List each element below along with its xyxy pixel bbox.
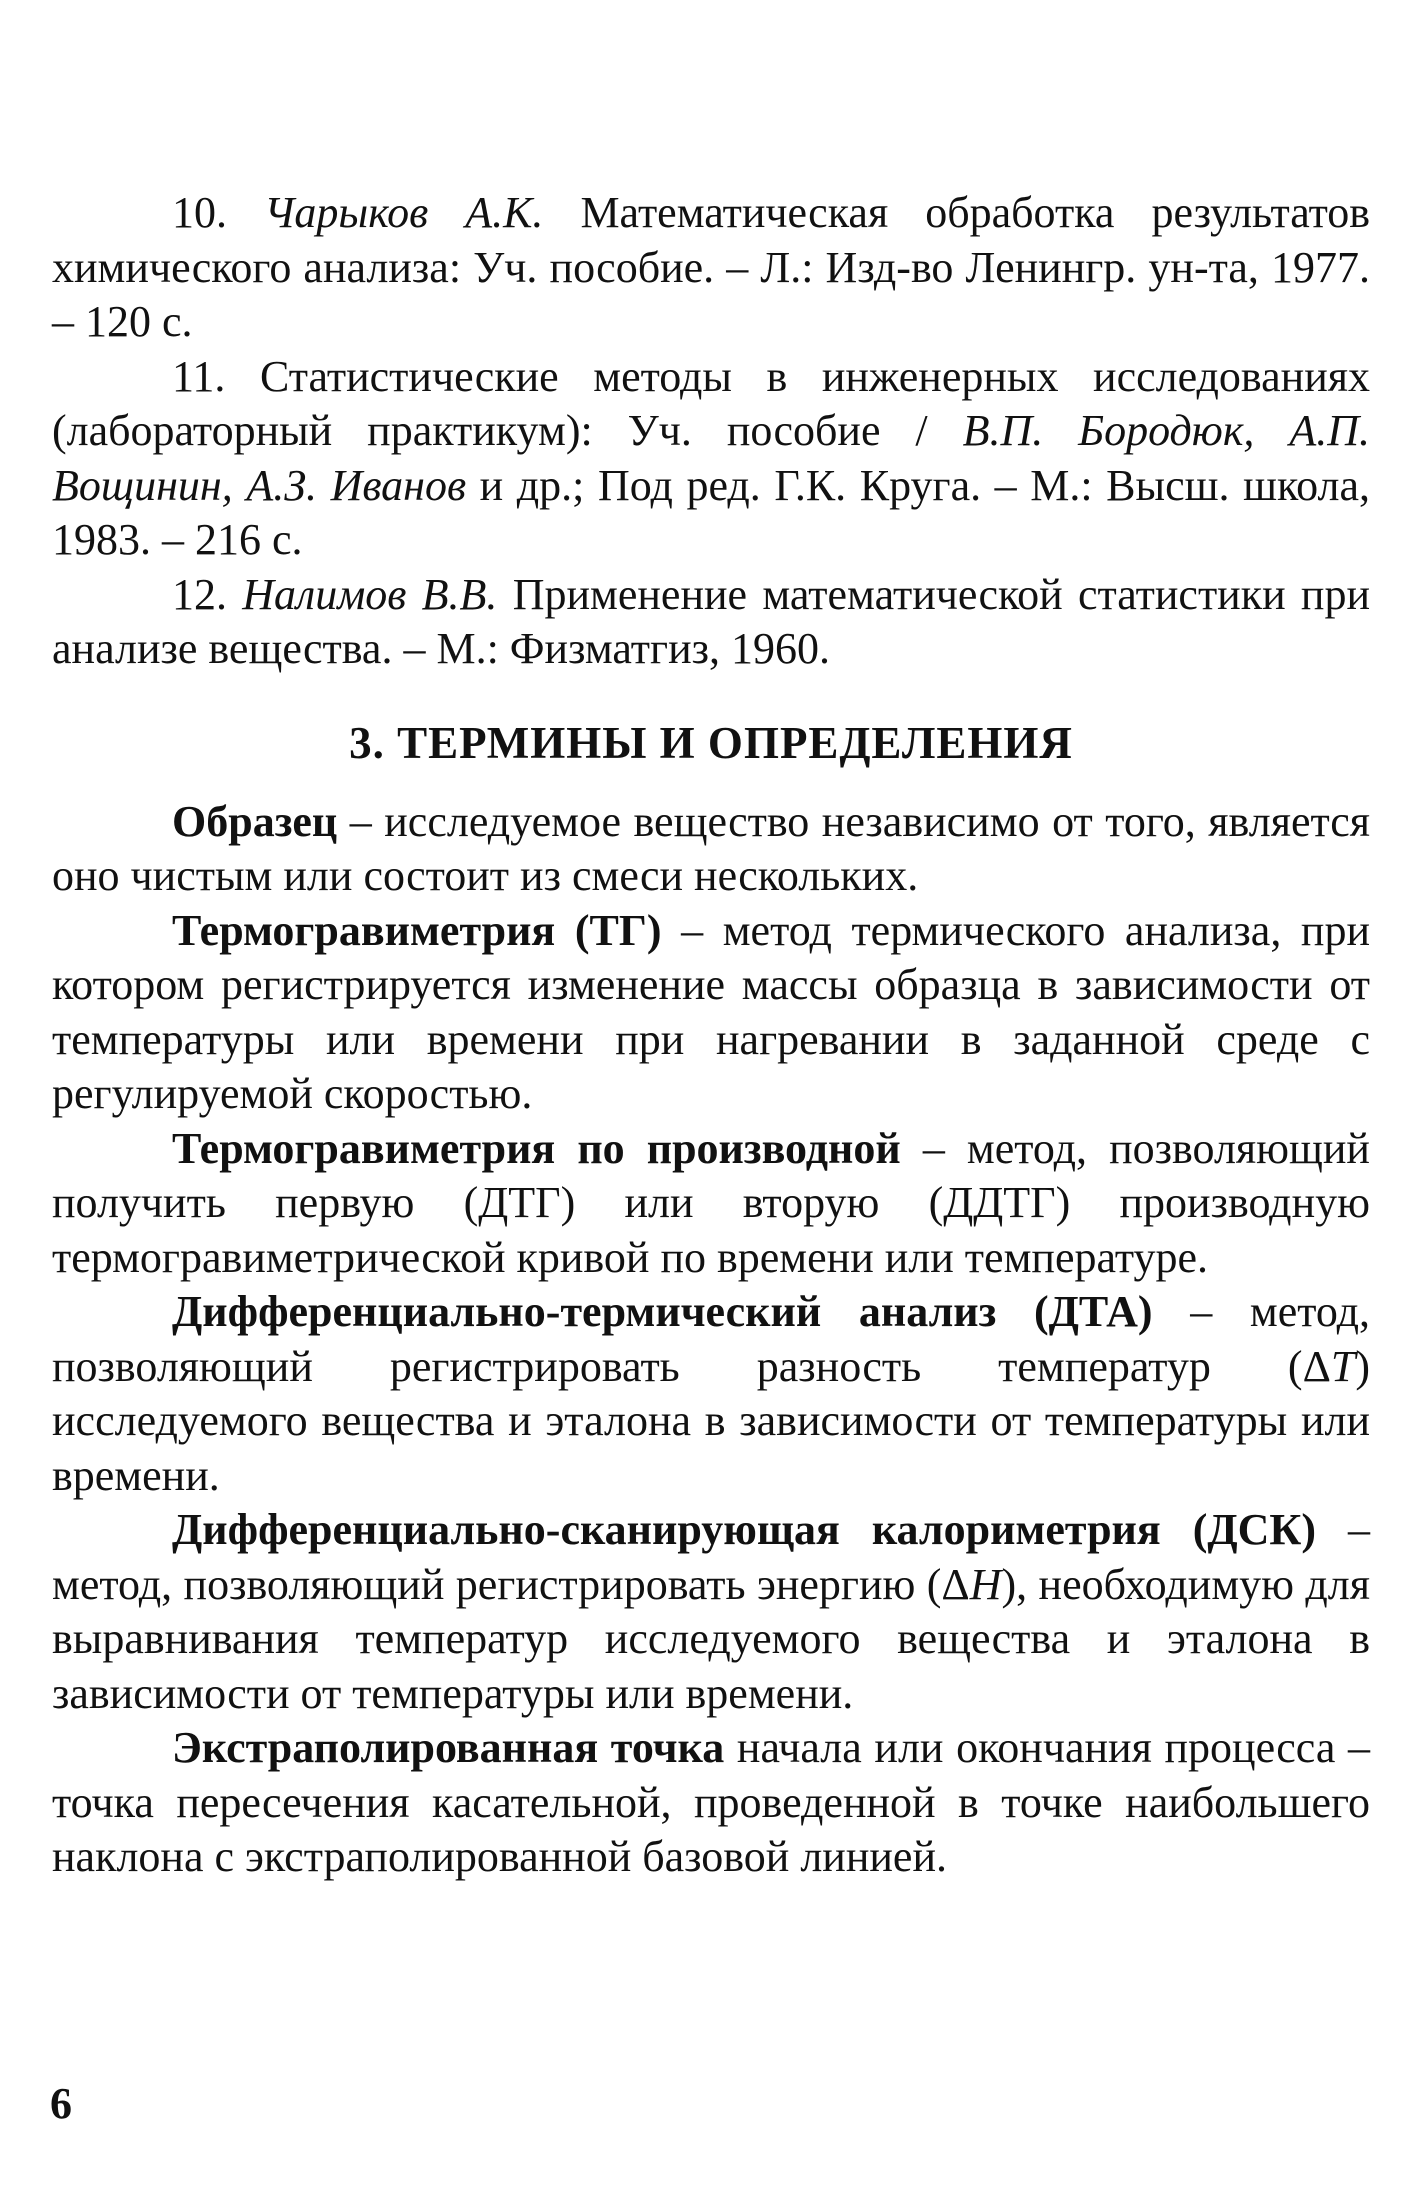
definition-term: Термогравиметрия по производной [172,1123,901,1173]
reference-text: и др.; Под ред. Г.К. Круга. – М.: Высш. школа, 1983. – 216 с. [52,460,1370,564]
definition-text: – метод термического анализа, при котором регистрируется изменение массы образца в зависимости от температуры или времени при нагревании в заданной среде с регулируемой скоростью. [52,905,1371,1118]
reference-text: Применение математической статистики при анализе вещества. – М.: Физматгиз, 1960. [52,569,1371,673]
definition-dsc [52,1503,1370,1721]
page-content [52,186,1370,1885]
reference-authors: В.П. Бородюк, А.П. Вощинин, А.З. Иванов [52,406,1371,510]
definition-term: Термогравиметрия (ТГ) [172,905,662,955]
definition-extrapolated-point [52,1721,1370,1885]
reference-11 [52,350,1370,568]
definition-text: – исследуемое вещество независимо от того, является оно чистым или состоит из смеси нескольких. [52,796,1371,900]
definition-term: Образец [172,796,338,846]
reference-number: 12. [172,569,227,619]
definition-text: – метод, позволяющий регистрировать энергию (Δ [52,1505,1371,1609]
reference-author: Чарыков А.К. [264,188,544,237]
definition-text: – метод, позволяющий получить первую (ДТГ) или вторую (ДДТГ) производную термогравиметрической кривой по времени или температуре. [52,1123,1370,1282]
definition-sample [52,795,1370,904]
section-heading: 3. ТЕРМИНЫ И ОПРЕДЕЛЕНИЯ [349,717,1073,768]
definition-text: – метод, позволяющий регистрировать разность температур (Δ [52,1287,1371,1391]
definition-text: начала или окончания процесса – точка пересечения касательной, проведенной в точке наибольшего наклона с экстраполированной базовой линией. [52,1723,1371,1881]
definition-symbol: T [1330,1341,1356,1391]
reference-text: Статистические методы в инженерных исследованиях (лабораторный практикум): Уч. пособие / [52,351,1370,455]
reference-number: 10. [172,188,227,237]
reference-10 [52,186,1370,350]
reference-number: 11. [172,351,226,401]
definition-dtg [52,1122,1370,1286]
definition-dta [52,1285,1370,1503]
definition-term: Дифференциально-сканирующая калориметрия (ДСК) [172,1505,1316,1554]
reference-author: Налимов В.В. [242,569,498,619]
definition-symbol: H [969,1559,1002,1609]
definition-text: ), необходимую для выравнивания температур исследуемого вещества и эталона в зависимости от температуры или времени. [52,1559,1370,1718]
definition-term: Экстраполированная точка [172,1723,725,1772]
definition-tg [52,904,1370,1122]
definition-term: Дифференциально-термический анализ (ДТА) [172,1287,1153,1336]
reference-text: Математическая обработка результатов химического анализа: Уч. пособие. – Л.: Изд-во Ленингр. ун-та, 1977. – 120 с. [52,188,1371,346]
reference-12 [52,568,1370,677]
definition-text: ) исследуемого вещества и эталона в зависимости от температуры или времени. [52,1341,1370,1500]
page-number: 6 [50,2079,72,2128]
